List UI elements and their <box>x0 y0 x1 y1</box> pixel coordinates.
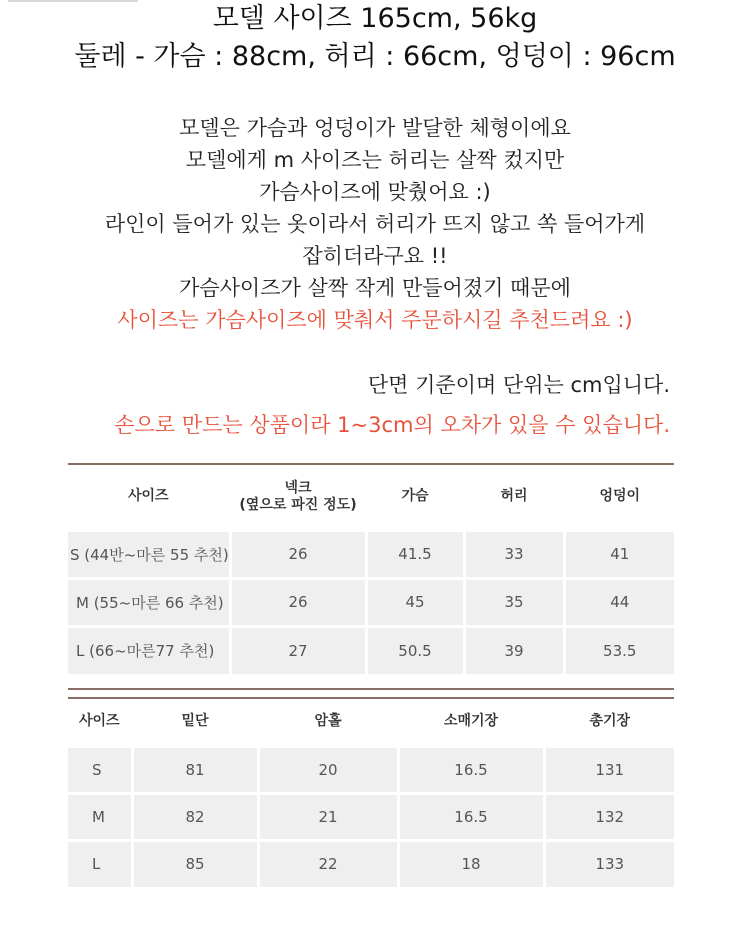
header-size: 사이즈 <box>68 465 230 530</box>
size-table-body <box>68 463 674 690</box>
header-total-length: 총기장 <box>544 699 674 746</box>
table-row <box>68 840 674 887</box>
model-fit-notes <box>0 112 750 336</box>
note-line: 모델에게 m 사이즈는 허리는 살짝 컸지만 <box>185 148 565 172</box>
note-line: 가슴사이즈가 살짝 작게 만들어졌기 때문에 <box>179 276 571 300</box>
sleeve-cell: 16.5 <box>398 793 544 840</box>
body-measurement-table <box>68 465 674 674</box>
hip-cell: 41 <box>564 530 674 578</box>
garment-measurement-table <box>68 699 674 887</box>
size-cell: S (44반~마른 55 추천) <box>68 530 230 578</box>
size-cell: M (55~마른 66 추천) <box>68 578 230 626</box>
header-size: 사이즈 <box>68 699 132 746</box>
size-cell: M <box>68 793 132 840</box>
size-cell: L <box>68 840 132 887</box>
armhole-cell: 20 <box>258 746 398 793</box>
armhole-cell: 21 <box>258 793 398 840</box>
sleeve-cell: 16.5 <box>398 746 544 793</box>
total-length-cell: 131 <box>544 746 674 793</box>
header-chest: 가슴 <box>366 465 464 530</box>
table-bottom-rule <box>68 688 674 690</box>
size-cell: S <box>68 746 132 793</box>
table-row <box>68 578 674 626</box>
note-line: 모델은 가슴과 엉덩이가 발달한 체형이에요 <box>179 116 571 140</box>
size-recommendation-highlight: 사이즈는 가슴사이즈에 맞춰서 주문하시길 추천드려요 :) <box>117 308 633 332</box>
table-row <box>68 626 674 674</box>
total-length-cell: 132 <box>544 793 674 840</box>
hem-cell: 82 <box>132 793 258 840</box>
size-cell: L (66~마른77 추천) <box>68 626 230 674</box>
hip-cell: 53.5 <box>564 626 674 674</box>
hip-cell: 44 <box>564 578 674 626</box>
note-line: 가슴사이즈에 맞췄어요 :) <box>259 180 491 204</box>
header-hip: 엉덩이 <box>564 465 674 530</box>
header-neck-label: 넥크 <box>284 479 312 496</box>
chest-cell: 50.5 <box>366 626 464 674</box>
measurement-unit-note: 단면 기준이며 단위는 cm입니다. <box>367 373 670 397</box>
note-line: 라인이 들어가 있는 옷이라서 허리가 뜨지 않고 쏙 들어가게 <box>104 212 646 236</box>
note-line: 잡히더라구요 !! <box>302 244 448 268</box>
table-header-row <box>68 465 674 530</box>
model-info <box>0 0 750 76</box>
waist-cell: 33 <box>464 530 564 578</box>
table-row <box>68 746 674 793</box>
table-row <box>68 793 674 840</box>
table-row <box>68 530 674 578</box>
waist-cell: 39 <box>464 626 564 674</box>
model-size-text: 모델 사이즈 165cm, 56kg <box>212 3 538 34</box>
header-neck <box>230 465 366 530</box>
hem-cell: 81 <box>132 746 258 793</box>
tolerance-warning: 손으로 만드는 상품이라 1~3cm의 오차가 있을 수 있습니다. <box>114 413 670 437</box>
waist-cell: 35 <box>464 578 564 626</box>
header-waist: 허리 <box>464 465 564 530</box>
size-table-garment <box>68 697 674 887</box>
neck-cell: 26 <box>230 530 366 578</box>
armhole-cell: 22 <box>258 840 398 887</box>
header-armhole: 암홀 <box>258 699 398 746</box>
table-header-row <box>68 699 674 746</box>
hem-cell: 85 <box>132 840 258 887</box>
header-sleeve-length: 소매기장 <box>398 699 544 746</box>
model-measurements-text: 둘레 - 가슴 : 88cm, 허리 : 66cm, 엉덩이 : 96cm <box>74 41 676 72</box>
total-length-cell: 133 <box>544 840 674 887</box>
chest-cell: 45 <box>366 578 464 626</box>
neck-cell: 27 <box>230 626 366 674</box>
header-hem: 밑단 <box>132 699 258 746</box>
chest-cell: 41.5 <box>366 530 464 578</box>
neck-cell: 26 <box>230 578 366 626</box>
header-neck-sub: (옆으로 파진 정도) <box>239 496 357 513</box>
sleeve-cell: 18 <box>398 840 544 887</box>
